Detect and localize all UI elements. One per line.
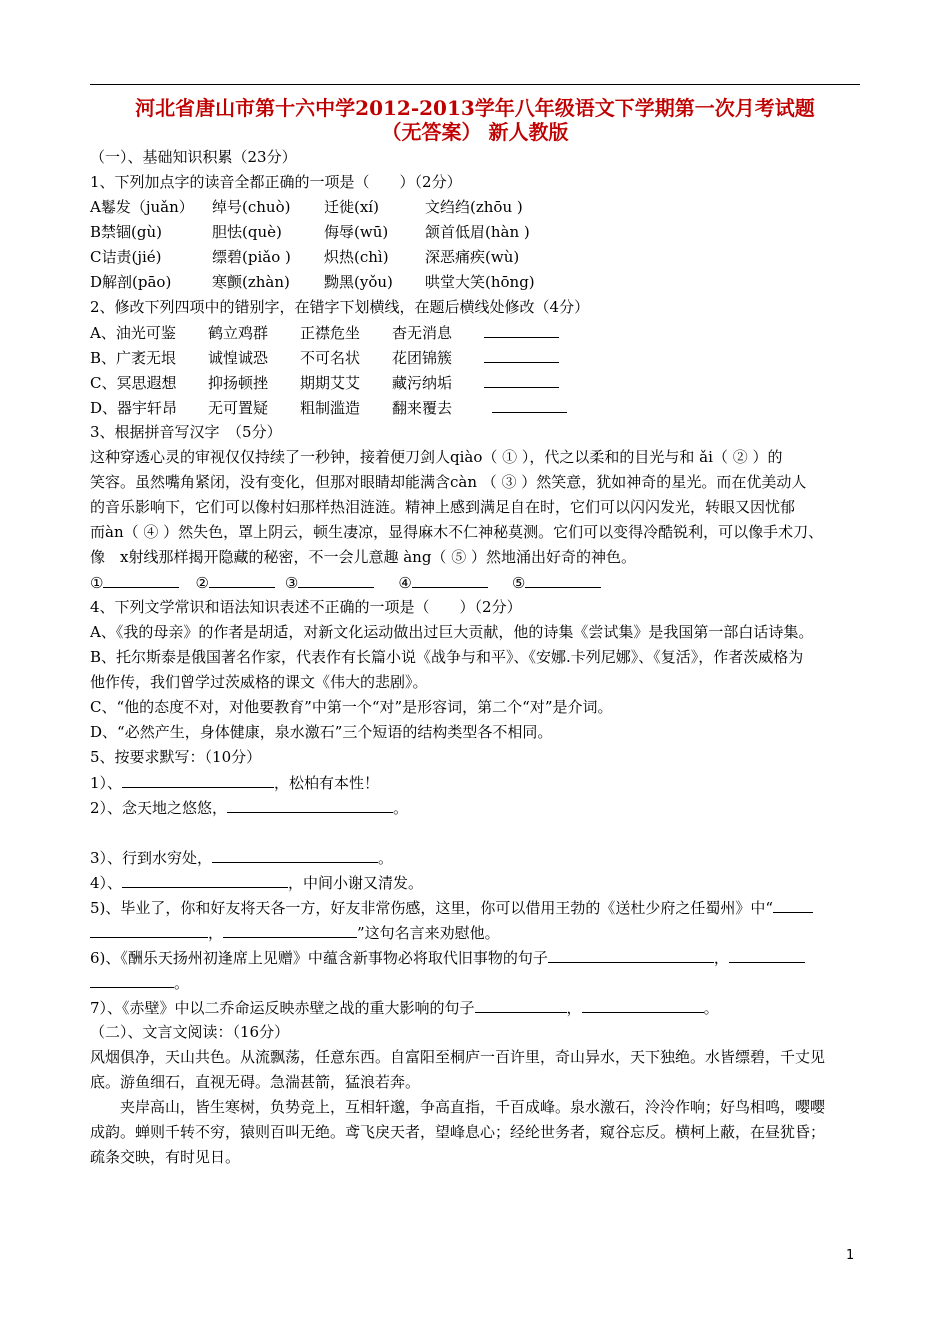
- q5-item-6: [90, 947, 865, 968]
- q2-b-3: 不可名状: [300, 349, 361, 367]
- q2-a-3: 正襟危坐: [300, 324, 361, 342]
- q5-5-suffix: ”这句名言来劝慰他。: [357, 924, 500, 942]
- q3-answer-2-blank[interactable]: [209, 572, 275, 588]
- passage-line-1: 风烟俱净，天山共色。从流飘荡，任意东西。自富阳至桐庐一百许里，奇山异水，天下独绝。水皆缥碧，千丈见: [90, 1048, 826, 1066]
- q2-b-4: 花团锦簇: [392, 349, 453, 367]
- title-line-2: （无答案） 新人教版: [381, 120, 569, 144]
- q2-c-4: 藏污纳垢: [392, 374, 453, 392]
- passage-line-2: 底。游鱼细石，直视无碍。急湍甚箭，猛浪若奔。: [90, 1073, 421, 1091]
- q2-d-answer-blank[interactable]: [492, 397, 567, 413]
- q5-6-suffix: 。: [174, 974, 190, 992]
- section1-heading: （一）、基础知识积累（23分）: [90, 148, 297, 166]
- q2-row-d: [90, 397, 865, 418]
- q2-a-answer-blank[interactable]: [484, 322, 559, 338]
- q2-stem: 2、修改下列四项中的错别字，在错字下划横线，在题后横线处修改（4分）: [90, 298, 590, 316]
- q1-option-d: [90, 272, 865, 292]
- q5-4-prefix: 4）、: [90, 874, 123, 892]
- q5-stem: 5、按要求默写：（10分）: [90, 748, 262, 766]
- section2-heading: （二）、文言文阅读：（16分）: [90, 1023, 290, 1041]
- q5-item-2: [90, 797, 865, 818]
- q5-3-prefix: 3）、行到水穷处，: [90, 849, 213, 867]
- header-rule: [90, 84, 860, 85]
- q3-answer-2-label: ②: [195, 574, 209, 592]
- q2-a-2: 鹤立鸡群: [208, 324, 269, 342]
- q5-item-7: [90, 997, 865, 1018]
- q3-line-4: 而àn（ ④ ）然失色，罩上阴云，顿生凄凉，显得麻木不仁神秘莫测。它们可以变得冷酷锐利，可以像手术刀、: [90, 523, 824, 541]
- q5-6-blank-c[interactable]: [90, 972, 174, 988]
- q5-3-suffix: 。: [378, 849, 394, 867]
- q1-d-3: 黝黑(yǒu): [324, 273, 393, 291]
- q1-b-2: 胆怯(què): [212, 223, 282, 241]
- q3-answer-row: [90, 572, 865, 593]
- q4-stem: 4、下列文学常识和语法知识表述不正确的一项是（ ）（2分）: [90, 598, 522, 616]
- q4-option-d: D、“必然产生，身体健康，泉水激石”三个短语的结构类型各不相同。: [90, 723, 553, 741]
- q3-answer-5-label: ⑤: [511, 574, 526, 592]
- q1-c-3: 炽热(chì): [324, 248, 389, 266]
- q5-6-comma: ，: [713, 949, 729, 967]
- q1-d-1: D解剖(pāo): [90, 273, 172, 291]
- q5-3-blank[interactable]: [212, 847, 378, 863]
- q1-a-2: 绰号(chuò): [212, 198, 291, 216]
- q2-row-c: [90, 372, 865, 393]
- q2-a-4: 杳无消息: [392, 324, 453, 342]
- q3-line-1: 这种穿透心灵的审视仅仅持续了一秒钟，接着便刀剑人qiào（ ① ），代之以柔和的目光与和 ǎi（ ② ）的: [90, 448, 783, 466]
- title-line-1: 河北省唐山市第十六中学2012-2013学年八年级语文下学期第一次月考试题: [135, 96, 815, 120]
- page-number: 1: [846, 1248, 855, 1263]
- passage-line-4: 成韵。蝉则千转不穷，猿则百叫无绝。鸢飞戾天者，望峰息心；经纶世务者，窥谷忘反。横柯上蔽，在昼犹昏；: [90, 1123, 826, 1141]
- q5-item-6-cont: [90, 972, 865, 993]
- q3-line-5: 像 x射线那样揭开隐藏的秘密，不一会儿意趣 àng（ ⑤ ）然地涌出好奇的神色。: [90, 548, 636, 566]
- q5-2-blank[interactable]: [227, 797, 393, 813]
- q3-answer-4-label: ④: [398, 574, 412, 592]
- q5-7-comma: ，: [566, 999, 582, 1017]
- q3-answer-1-label: ①: [90, 574, 104, 592]
- q5-6-blank-b[interactable]: [729, 947, 805, 963]
- q1-stem: 1、下列加点字的读音全都正确的一项是（ ）（2分）: [90, 173, 462, 191]
- q1-c-2: 缥碧(piǎo ): [212, 248, 291, 266]
- q5-1-prefix: 1）、: [90, 774, 123, 792]
- q1-b-4: 颔首低眉(hàn ): [425, 223, 530, 241]
- q1-option-a: [90, 197, 865, 217]
- q3-line-2: 笑容。虽然嘴角紧闭，没有变化，但那对眼睛却能满含càn （ ③ ）然笑意，犹如神奇的星光。而在优美动人: [90, 473, 807, 491]
- q2-row-b: [90, 347, 865, 368]
- q2-c-answer-blank[interactable]: [484, 372, 559, 388]
- q3-answer-1-blank[interactable]: [103, 572, 179, 588]
- q5-5-blank-a[interactable]: [773, 897, 813, 913]
- q2-c-3: 期期艾艾: [300, 374, 361, 392]
- q4-option-a: A、《我的母亲》的作者是胡适，对新文化运动做出过巨大贡献，他的诗集《尝试集》是我国第一部白话诗集。: [90, 623, 814, 641]
- q1-b-1: B禁锢(gù): [90, 223, 162, 241]
- q1-a-1: A鬈发（juǎn）: [90, 198, 194, 216]
- q2-d-1: D、器宇轩昂: [90, 399, 178, 417]
- q5-7-blank-b[interactable]: [582, 997, 704, 1013]
- q1-a-3: 迁徙(xí): [324, 198, 379, 216]
- q1-d-2: 寒颤(zhàn): [212, 273, 290, 291]
- q1-c-1: C诘责(jié): [90, 248, 162, 266]
- q3-answer-3-label: ③: [284, 574, 299, 592]
- q5-4-blank[interactable]: [122, 872, 288, 888]
- q5-1-blank[interactable]: [122, 772, 274, 788]
- q1-d-4: 哄堂大笑(hōng): [425, 273, 535, 291]
- q2-d-3: 粗制滥造: [300, 399, 361, 417]
- q4-option-b: B、托尔斯泰是俄国著名作家，代表作有长篇小说《战争与和平》、《安娜.卡列尼娜》、《复活》，作者茨威格为: [90, 648, 804, 666]
- q1-option-c: [90, 247, 865, 267]
- q2-a-1: A、油光可鉴: [90, 324, 176, 342]
- q5-6-blank-a[interactable]: [548, 947, 714, 963]
- q5-1-suffix: ，松柏有本性！: [274, 774, 380, 792]
- q5-item-1: [90, 772, 865, 793]
- q5-item-5-cont: [90, 922, 865, 943]
- q2-d-2: 无可置疑: [208, 399, 269, 417]
- q2-d-4: 翻来覆去: [392, 399, 453, 417]
- q5-5-comma: ，: [208, 924, 224, 942]
- passage-line-5: 疏条交映，有时见日。: [90, 1148, 241, 1166]
- q3-answer-4-blank[interactable]: [412, 572, 488, 588]
- q5-item-4: [90, 872, 865, 893]
- passage-line-3: 夹岸高山，皆生寒树，负势竞上，互相轩邈，争高直指，千百成峰。泉水激石，泠泠作响；好鸟相鸣，嘤嘤: [90, 1098, 826, 1116]
- q5-2-prefix: 2）、念天地之悠悠，: [90, 799, 228, 817]
- q5-7-blank-a[interactable]: [475, 997, 567, 1013]
- q1-option-b: [90, 222, 865, 242]
- q2-b-answer-blank[interactable]: [484, 347, 559, 363]
- q5-5-blank-b[interactable]: [90, 922, 208, 938]
- q5-5-blank-c[interactable]: [223, 922, 357, 938]
- q2-row-a: [90, 322, 865, 343]
- q2-b-1: B、广袤无垠: [90, 349, 177, 367]
- q1-b-3: 侮辱(wū): [324, 223, 389, 241]
- q3-answer-5-blank[interactable]: [525, 572, 601, 588]
- q3-line-3: 的音乐影响下，它们可以像村妇那样热泪涟涟。精神上感到满足自在时，它们可以闪闪发光，转眼又因忧郁: [90, 498, 796, 516]
- q3-answer-3-blank[interactable]: [298, 572, 374, 588]
- q1-c-4: 深恶痛疾(wù): [425, 248, 520, 266]
- q4-option-c: C、“他的态度不对，对他要教育”中第一个“对”是形容词，第二个“对”是介词。: [90, 698, 613, 716]
- q5-2-suffix: 。: [393, 799, 409, 817]
- q5-4-suffix: ，中间小谢又清发。: [288, 874, 424, 892]
- q5-7-prefix: 7）、《赤壁》中以二乔命运反映赤壁之战的重大影响的句子: [90, 999, 475, 1017]
- q1-a-4: 文绉绉(zhōu ): [425, 198, 523, 216]
- q5-7-suffix: 。: [703, 999, 719, 1017]
- q5-5-prefix: 5)、毕业了，你和好友将天各一方，好友非常伤感，这里，你可以借用王勃的《送杜少府之任蜀州》中“: [90, 899, 774, 917]
- q5-item-5: [90, 897, 865, 918]
- q5-6-prefix: 6)、《酬乐天扬州初逢席上见赠》中蕴含新事物必将取代旧事物的句子: [90, 949, 548, 967]
- q2-b-2: 诚惶诚恐: [208, 349, 269, 367]
- q2-c-2: 抑扬顿挫: [208, 374, 269, 392]
- q2-c-1: C、冥思遐想: [90, 374, 177, 392]
- q4-option-b-cont: 他作传，我们曾学过茨威格的课文《伟大的悲剧》。: [90, 673, 428, 691]
- q3-stem: 3、根据拼音写汉字 （5分）: [90, 423, 282, 441]
- q5-item-3: [90, 847, 865, 868]
